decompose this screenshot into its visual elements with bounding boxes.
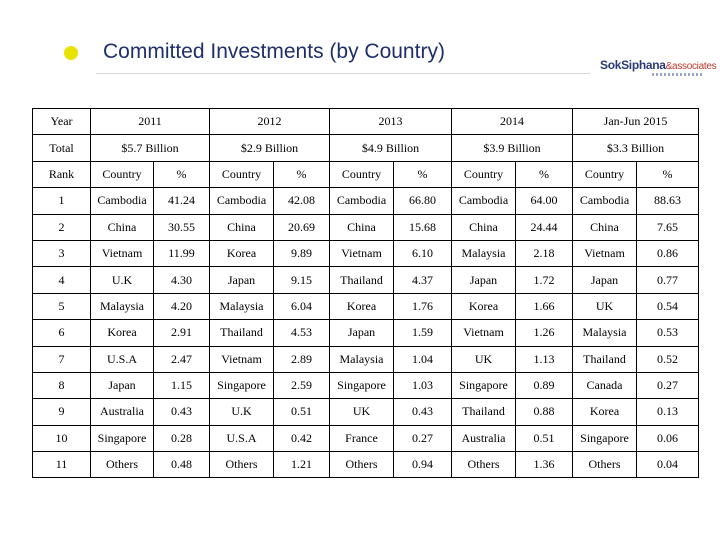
percent-cell: 1.66 (516, 293, 573, 319)
percent-cell: 2.89 (274, 346, 330, 372)
country-cell: Vietnam (452, 320, 516, 346)
country-cell: Vietnam (210, 346, 274, 372)
country-cell: Australia (452, 425, 516, 451)
percent-cell: 1.13 (516, 346, 573, 372)
rank-cell: 10 (33, 425, 91, 451)
country-cell: Thailand (330, 267, 394, 293)
table-row (33, 188, 699, 214)
percent-cell: 1.21 (274, 452, 330, 478)
country-cell: U.K (91, 267, 154, 293)
country-cell: U.K (210, 399, 274, 425)
country-cell: Canada (573, 372, 637, 398)
percent-cell: 0.42 (274, 425, 330, 451)
percent-cell: 4.53 (274, 320, 330, 346)
percent-cell: 0.86 (637, 240, 699, 266)
country-cell: Japan (210, 267, 274, 293)
rank-cell: 8 (33, 372, 91, 398)
percent-cell: 9.15 (274, 267, 330, 293)
country-cell: Korea (330, 293, 394, 319)
percent-cell: 64.00 (516, 188, 573, 214)
percent-cell: 88.63 (637, 188, 699, 214)
country-cell: Singapore (452, 372, 516, 398)
company-logo (600, 58, 717, 82)
country-cell: Vietnam (573, 240, 637, 266)
country-cell: Korea (452, 293, 516, 319)
percent-cell: 0.77 (637, 267, 699, 293)
country-cell: UK (452, 346, 516, 372)
percent-cell: 2.59 (274, 372, 330, 398)
percent-cell: 1.03 (394, 372, 452, 398)
table-row (33, 425, 699, 451)
percent-cell: 0.54 (637, 293, 699, 319)
percent-cell: 0.13 (637, 399, 699, 425)
country-cell: Korea (573, 399, 637, 425)
country-cell: Others (452, 452, 516, 478)
percent-cell: 1.15 (154, 372, 210, 398)
percent-cell: 7.65 (637, 214, 699, 240)
percent-cell: 4.20 (154, 293, 210, 319)
country-cell: Malaysia (452, 240, 516, 266)
country-cell: Cambodia (330, 188, 394, 214)
percent-cell: 0.04 (637, 452, 699, 478)
percent-cell: 1.76 (394, 293, 452, 319)
table-row (33, 399, 699, 425)
investments-table (32, 108, 699, 478)
total-cell: $2.9 Billion (210, 135, 330, 161)
country-cell: Thailand (210, 320, 274, 346)
country-cell: Singapore (330, 372, 394, 398)
percent-cell: 4.37 (394, 267, 452, 293)
table-row (33, 240, 699, 266)
percent-cell: 0.51 (516, 425, 573, 451)
country-cell: Malaysia (210, 293, 274, 319)
percent-cell: 1.59 (394, 320, 452, 346)
country-cell: Malaysia (330, 346, 394, 372)
rank-cell: 4 (33, 267, 91, 293)
country-cell: China (573, 214, 637, 240)
percent-header: % (154, 161, 210, 187)
title-divider (96, 73, 590, 74)
rank-cell: 11 (33, 452, 91, 478)
percent-cell: 66.80 (394, 188, 452, 214)
percent-cell: 1.36 (516, 452, 573, 478)
page-title: Committed Investments (by Country) (103, 40, 445, 63)
percent-cell: 42.08 (274, 188, 330, 214)
percent-cell: 0.43 (154, 399, 210, 425)
percent-cell: 9.89 (274, 240, 330, 266)
percent-cell: 1.72 (516, 267, 573, 293)
percent-cell: 0.27 (394, 425, 452, 451)
percent-cell: 2.47 (154, 346, 210, 372)
percent-cell: 0.53 (637, 320, 699, 346)
country-cell: Korea (91, 320, 154, 346)
percent-header: % (394, 161, 452, 187)
rank-cell: 9 (33, 399, 91, 425)
rank-cell: 3 (33, 240, 91, 266)
percent-cell: 4.30 (154, 267, 210, 293)
percent-cell: 0.94 (394, 452, 452, 478)
year-cell: 2014 (452, 109, 573, 135)
rank-cell: 2 (33, 214, 91, 240)
table-row (33, 267, 699, 293)
year-cell: Jan-Jun 2015 (573, 109, 699, 135)
year-row (33, 109, 699, 135)
percent-cell: 0.88 (516, 399, 573, 425)
year-cell: 2013 (330, 109, 452, 135)
country-cell: China (330, 214, 394, 240)
country-header: Country (573, 161, 637, 187)
country-cell: Korea (210, 240, 274, 266)
logo-text-main: SokSiphana (600, 58, 666, 72)
percent-cell: 0.51 (274, 399, 330, 425)
country-cell: Japan (573, 267, 637, 293)
percent-cell: 6.04 (274, 293, 330, 319)
rank-cell: 1 (33, 188, 91, 214)
country-cell: China (91, 214, 154, 240)
percent-cell: 0.27 (637, 372, 699, 398)
percent-cell: 24.44 (516, 214, 573, 240)
country-cell: U.S.A (91, 346, 154, 372)
country-cell: Thailand (573, 346, 637, 372)
country-cell: Thailand (452, 399, 516, 425)
table-row (33, 214, 699, 240)
country-header: Country (91, 161, 154, 187)
rank-cell: 7 (33, 346, 91, 372)
percent-cell: 15.68 (394, 214, 452, 240)
total-header: Total (33, 135, 91, 161)
percent-cell: 0.89 (516, 372, 573, 398)
country-cell: Japan (452, 267, 516, 293)
year-cell: 2012 (210, 109, 330, 135)
country-cell: Vietnam (91, 240, 154, 266)
year-cell: 2011 (91, 109, 210, 135)
country-cell: Singapore (210, 372, 274, 398)
rank-cell: 5 (33, 293, 91, 319)
country-cell: Singapore (573, 425, 637, 451)
country-cell: China (452, 214, 516, 240)
column-header-row (33, 161, 699, 187)
country-cell: Others (210, 452, 274, 478)
percent-cell: 30.55 (154, 214, 210, 240)
percent-header: % (274, 161, 330, 187)
percent-cell: 0.06 (637, 425, 699, 451)
rank-header: Rank (33, 161, 91, 187)
percent-header: % (516, 161, 573, 187)
percent-cell: 0.28 (154, 425, 210, 451)
country-header: Country (330, 161, 394, 187)
percent-cell: 1.26 (516, 320, 573, 346)
country-cell: Others (330, 452, 394, 478)
rank-cell: 6 (33, 320, 91, 346)
title-bullet-icon (64, 46, 78, 60)
total-cell: $5.7 Billion (91, 135, 210, 161)
percent-cell: 41.24 (154, 188, 210, 214)
total-row (33, 135, 699, 161)
country-cell: Australia (91, 399, 154, 425)
percent-cell: 11.99 (154, 240, 210, 266)
country-cell: Cambodia (210, 188, 274, 214)
country-cell: Malaysia (91, 293, 154, 319)
total-cell: $3.9 Billion (452, 135, 573, 161)
country-cell: Japan (91, 372, 154, 398)
country-cell: China (210, 214, 274, 240)
percent-cell: 0.52 (637, 346, 699, 372)
percent-cell: 2.18 (516, 240, 573, 266)
country-cell: Others (91, 452, 154, 478)
total-cell: $4.9 Billion (330, 135, 452, 161)
percent-cell: 0.43 (394, 399, 452, 425)
table-row (33, 320, 699, 346)
country-cell: U.S.A (210, 425, 274, 451)
country-cell: UK (573, 293, 637, 319)
logo-tagline-graphic (652, 73, 704, 76)
table-row (33, 452, 699, 478)
table-row (33, 372, 699, 398)
country-cell: Japan (330, 320, 394, 346)
table-row (33, 346, 699, 372)
country-cell: Singapore (91, 425, 154, 451)
total-cell: $3.3 Billion (573, 135, 699, 161)
country-cell: Cambodia (573, 188, 637, 214)
country-cell: Cambodia (91, 188, 154, 214)
country-header: Country (452, 161, 516, 187)
country-cell: UK (330, 399, 394, 425)
percent-cell: 6.10 (394, 240, 452, 266)
percent-header: % (637, 161, 699, 187)
country-cell: France (330, 425, 394, 451)
year-header: Year (33, 109, 91, 135)
country-cell: Malaysia (573, 320, 637, 346)
logo-text-amp: &associates (665, 61, 717, 72)
country-cell: Cambodia (452, 188, 516, 214)
percent-cell: 2.91 (154, 320, 210, 346)
country-cell: Others (573, 452, 637, 478)
country-header: Country (210, 161, 274, 187)
percent-cell: 20.69 (274, 214, 330, 240)
country-cell: Vietnam (330, 240, 394, 266)
percent-cell: 1.04 (394, 346, 452, 372)
percent-cell: 0.48 (154, 452, 210, 478)
table-row (33, 293, 699, 319)
